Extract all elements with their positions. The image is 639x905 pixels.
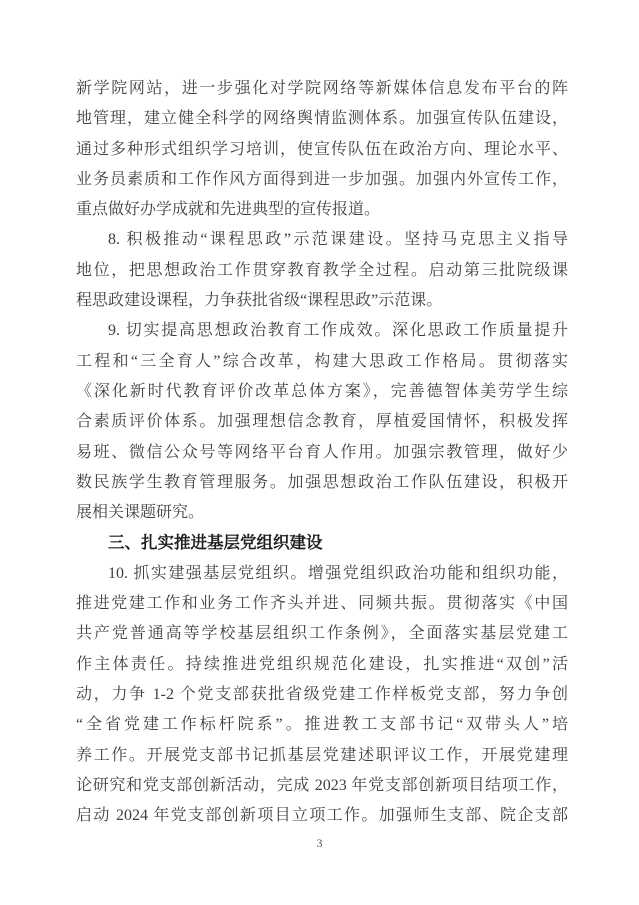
page-number: 3: [316, 836, 323, 850]
text-line: 展相关课题研究。: [76, 504, 205, 522]
text-line: “全省党建工作标杆院系”。推进教工支部书记“双带头人”培: [76, 716, 568, 734]
text-line: 养工作。开展党支部书记抓基层党建述职评议工作，开展党建理: [76, 746, 568, 764]
paragraph: [76, 225, 568, 316]
text-line: 易班、微信公众号等网络平台育人作用。加强宗教管理，做好少: [76, 443, 568, 461]
text-line: 共产党普通高等学校基层组织工作条例》，全面落实基层党建工: [76, 625, 568, 643]
paragraph: [76, 559, 568, 832]
text-line: 论研究和党支部创新活动，完成 2023 年党支部创新项目结项工作，: [76, 776, 568, 794]
text-line: 合素质评价体系。加强理想信念教育，厚植爱国情怀，积极发挥: [76, 413, 568, 431]
text-line: 8. 积极推动“课程思政”示范课建设。坚持马克思主义指导: [108, 231, 568, 249]
text-line: 重点做好办学成就和先进典型的宣传报道。: [76, 201, 381, 219]
text-line: 9. 切实提高思想政治教育工作成效。深化思政工作质量提升: [108, 322, 568, 340]
text-line: 推进党建工作和业务工作齐头并进、同频共振。贯彻落实《中国: [76, 595, 568, 613]
paragraph: [76, 74, 568, 225]
text-line: 业务员素质和工作作风方面得到进一步加强。加强内外宣传工作，: [76, 170, 568, 188]
text-line: 程思政建设课程，力争获批省级“课程思政”示范课。: [76, 292, 443, 310]
text-line: 10. 抓实建强基层党组织。增强党组织政治功能和组织功能，: [108, 564, 568, 582]
text-line: 地位，把思想政治工作贯穿教育教学全过程。启动第三批院级课: [76, 261, 568, 279]
text-line: 数民族学生教育管理服务。加强思想政治工作队伍建设，积极开: [76, 473, 568, 491]
text-line: 通过多种形式组织学习培训，使宣传队伍在政治方向、理论水平、: [76, 140, 568, 158]
text-line: 动，力争 1-2 个党支部获批省级党建工作样板党支部，努力争创: [76, 685, 568, 703]
text-line: 启动 2024 年党支部创新项目立项工作。加强师生支部、院企支部: [76, 807, 568, 825]
heading-line: 三、扎实推进基层党组织建设: [108, 534, 323, 553]
text-line: 《深化新时代教育评价改革总体方案》，完善德智体美劳学生综: [76, 382, 568, 400]
text-line: 地管理，建立健全科学的网络舆情监测体系。加强宣传队伍建设，: [76, 110, 568, 128]
paragraph: [76, 316, 568, 528]
text-line: 作主体责任。持续推进党组织规范化建设，扎实推进“双创”活: [76, 655, 568, 673]
document-text-block: [76, 74, 568, 831]
text-line: 工程和“三全育人”综合改革，构建大思政工作格局。贯彻落实: [76, 352, 568, 370]
section-heading: [76, 528, 568, 558]
text-line: 新学院网站，进一步强化对学院网络等新媒体信息发布平台的阵: [76, 80, 568, 97]
